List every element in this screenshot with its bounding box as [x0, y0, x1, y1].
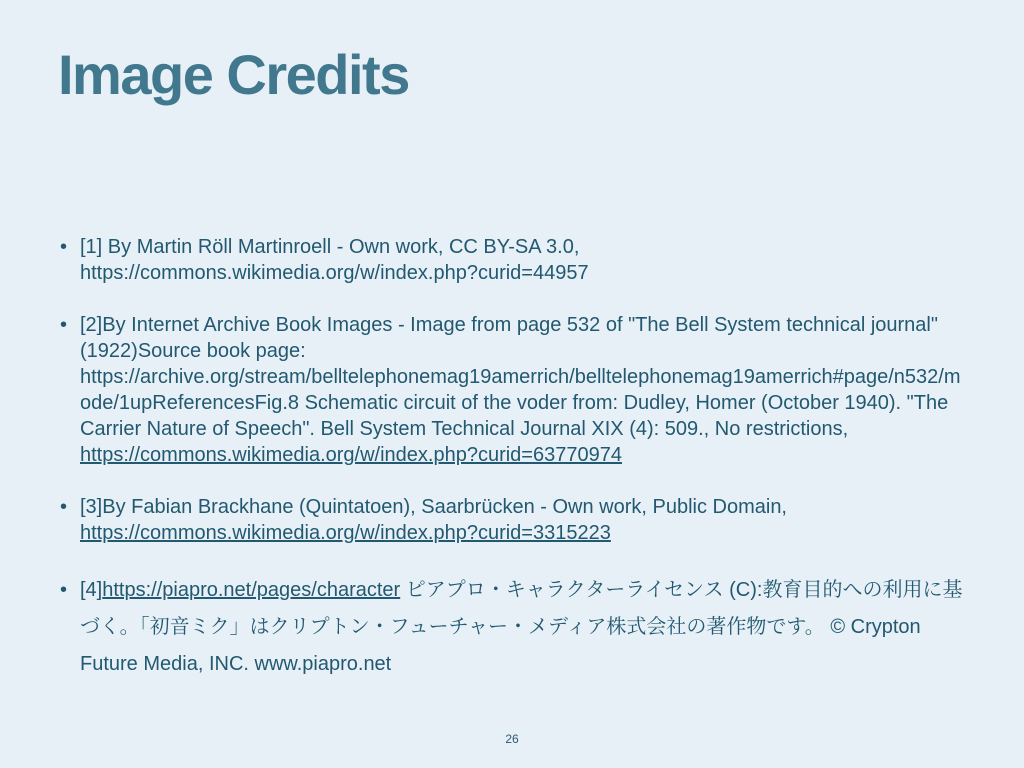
credit-text: [3]By Fabian Brackhane (Quintatoen), Saarbrücken - Own work, Public Domain,: [80, 496, 787, 518]
page-number: 26: [505, 732, 519, 746]
credit-text: [1] By Martin Röll Martinroell - Own work, CC BY-SA 3.0, https://commons.wikimedia.org/w/index.php?curid=44957: [80, 236, 589, 284]
slide-title: Image Credits: [58, 43, 409, 106]
credits-list: [58, 234, 964, 709]
credit-text: [2]By Internet Archive Book Images - Image from page 532 of "The Bell System technical journal" (1922)Source book page: https://archive.org/stream/belltelephonemag19amerrich/belltelephonemag19amerrich#page/n532/mode/1upReferencesFig.8 Schematic circuit of the voder from: Dudley, Homer (October 1940). "The Carrier Nature of Speech". Bell System Technical Journal XIX (4): 509., No restrictions,: [80, 314, 961, 440]
credit-item: [58, 572, 964, 683]
credit-link[interactable]: https://commons.wikimedia.org/w/index.php?curid=63770974: [80, 444, 622, 466]
credit-item: [58, 234, 964, 286]
credit-text: ピアプロ・キャラクターライセンス (C):教育目的への利用に基づく。「初音ミク」はクリプトン・フューチャー・メディア株式会社の著作物です。 © Crypton Future Media, INC. www.piapro.net: [80, 579, 963, 675]
credit-item: [58, 494, 964, 546]
credit-text: [4]: [80, 579, 103, 601]
credit-item: [58, 312, 964, 468]
credit-link[interactable]: https://commons.wikimedia.org/w/index.php?curid=3315223: [80, 522, 611, 544]
credit-link[interactable]: https://piapro.net/pages/character: [102, 579, 401, 601]
